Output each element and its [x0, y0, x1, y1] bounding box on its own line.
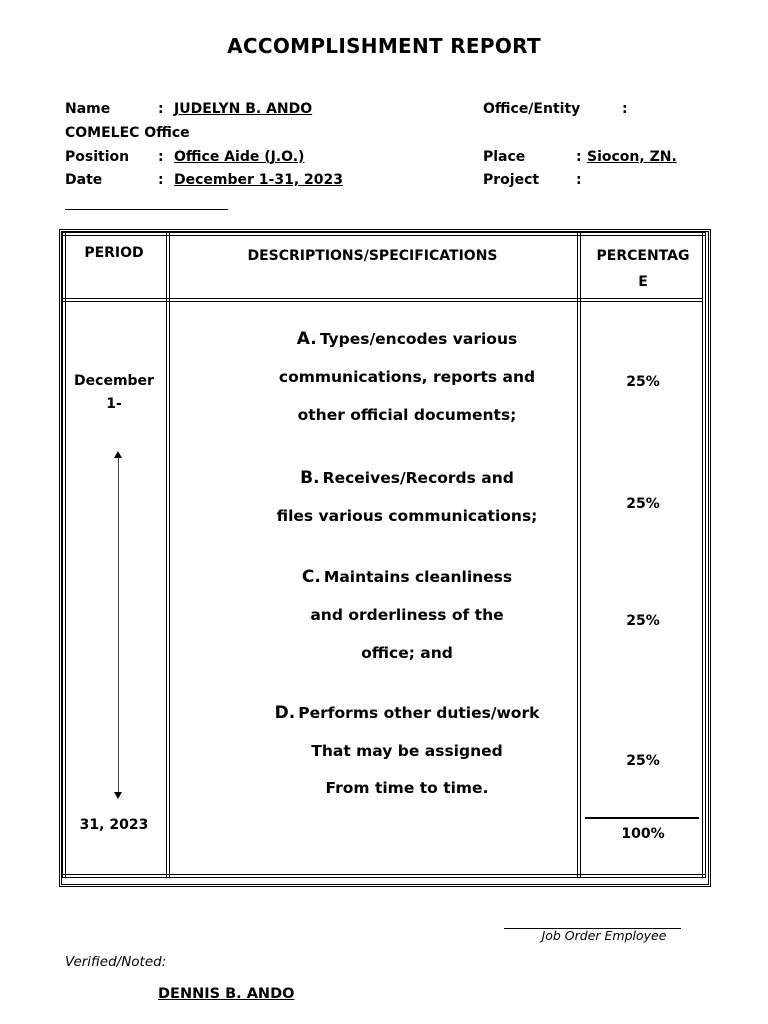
- item-a-line-2: communications, reports and: [278, 368, 536, 386]
- item-a-line-1: [202, 329, 612, 349]
- header-divider: [62, 298, 702, 302]
- item-c-line-2: and orderliness of the: [310, 606, 504, 624]
- position-value: Office Aide (J.O.): [174, 149, 305, 165]
- item-c-letter: C.: [301, 567, 321, 587]
- item-d-line-1: [202, 703, 612, 723]
- period-span-line: [118, 457, 119, 793]
- period-start-day: 1-: [106, 396, 122, 412]
- header-descriptions: DESCRIPTIONS/SPECIFICATIONS: [247, 248, 498, 264]
- place-value: Siocon, ZN.: [587, 149, 677, 165]
- header-period: PERIOD: [84, 245, 144, 261]
- item-c-percent: 25%: [626, 613, 660, 629]
- table-bottom-inner-border: [62, 874, 706, 878]
- project-blank-line: [65, 209, 228, 210]
- verified-label: Verified/Noted:: [65, 954, 167, 970]
- item-d-text-1: Performs other duties/work: [298, 704, 540, 722]
- office-label: Office/Entity: [483, 101, 581, 117]
- period-end: 31, 2023: [79, 817, 149, 833]
- date-label: Date: [65, 172, 103, 188]
- item-c-line-1: [202, 567, 612, 587]
- arrow-down-icon: [114, 792, 122, 799]
- item-b-letter: B.: [300, 468, 320, 488]
- position-label: Position: [65, 149, 130, 165]
- table-left-inner-border: [62, 232, 66, 878]
- item-d-line-2: That may be assigned: [311, 742, 503, 760]
- item-a-line-3: other official documents;: [297, 406, 517, 424]
- table-top-inner-border: [62, 232, 706, 236]
- table-right-inner-border: [702, 232, 706, 878]
- name-value: JUDELYN B. ANDO: [174, 101, 313, 117]
- place-colon: :: [576, 149, 582, 165]
- total-rule: [585, 817, 699, 819]
- project-colon: :: [576, 172, 582, 188]
- item-c-line-3: office; and: [361, 644, 453, 662]
- report-title: ACCOMPLISHMENT REPORT: [227, 34, 541, 58]
- project-label: Project: [483, 172, 540, 188]
- item-a-letter: A.: [296, 329, 317, 349]
- header-percentage-line2: E: [638, 274, 648, 290]
- item-d-letter: D.: [274, 703, 296, 723]
- position-colon: :: [158, 149, 164, 165]
- period-start-month: December: [74, 373, 154, 389]
- date-value: December 1-31, 2023: [174, 172, 343, 188]
- item-b-text-1: Receives/Records and: [322, 469, 514, 487]
- name-label: Name: [65, 101, 111, 117]
- item-b-percent: 25%: [626, 496, 660, 512]
- date-colon: :: [158, 172, 164, 188]
- item-d-line-3: From time to time.: [325, 779, 489, 797]
- office-colon: :: [622, 101, 628, 117]
- place-label: Place: [483, 149, 526, 165]
- item-b-line-1: [202, 468, 612, 488]
- item-b-line-2: files various communications;: [276, 507, 538, 525]
- total-percent: 100%: [621, 826, 665, 842]
- header-percentage-line1: PERCENTAG: [596, 248, 690, 264]
- item-a-text-1: Types/encodes various: [319, 330, 518, 348]
- verifier-name: DENNIS B. ANDO: [158, 986, 295, 1002]
- office-value: COMELEC Office: [65, 125, 190, 141]
- item-a-percent: 25%: [626, 374, 660, 390]
- period-column-divider: [166, 232, 170, 878]
- name-colon: :: [158, 101, 164, 117]
- item-d-percent: 25%: [626, 753, 660, 769]
- employee-signature-caption: Job Order Employee: [541, 928, 667, 943]
- item-c-text-1: Maintains cleanliness: [323, 568, 513, 586]
